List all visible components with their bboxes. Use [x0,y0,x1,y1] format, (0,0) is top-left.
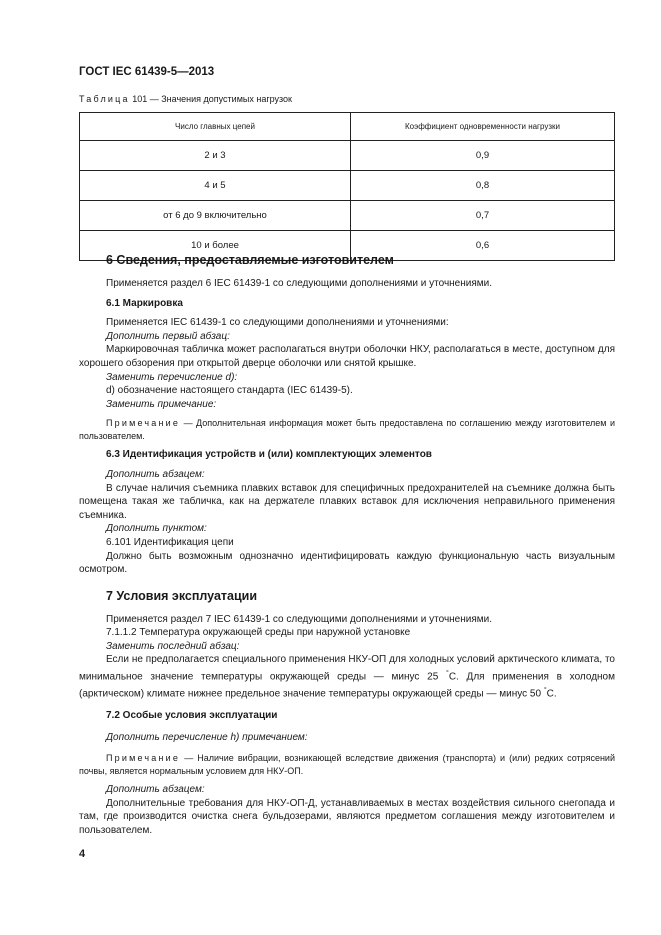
document-header: ГОСТ IEC 61439-5—2013 [79,66,215,78]
paragraph: Применяется раздел 6 IEC 61439-1 со следующими дополнениями и уточнениями. [106,278,493,289]
table-cell: 0,6 [351,231,615,261]
paragraph: Применяется IEC 61439-1 со следующими дополнениями и уточнениями: [106,317,449,329]
degree-sign: ° [543,686,547,694]
paragraph: Маркировочная табличка может располагаться внутри оболочки НКУ, располагаться в месте, доступном для хорошего обзорения при открытой дверце оболочки или снятой крышке. [79,344,615,369]
table-row [80,201,615,231]
subsection-6-3-title: 6.3 Идентификация устройств и (или) комплектующих элементов [106,449,432,461]
paragraph: Должно быть возможным однозначно идентифицировать каждую функциональную часть визуальным осмотром. [79,550,615,576]
note-label: Примечание [106,753,181,764]
text-run: C. Для применения в холодном (арктическом) климате нижнее предельное значение температуры окружающей среды — минус 50 [79,671,615,700]
table-cell: 0,7 [351,201,615,231]
paragraph: Дополнительные требования для НКУ-ОП-Д, устанавливаемых в местах воздействия сильного снегопада и там, где производится очистка снега бульдозерами, являются предметом соглашения между изготовителем и пользователем. [79,797,615,836]
table-cell: 10 и более [80,231,351,261]
page-number: 4 [79,848,86,860]
table-cell: 4 и 5 [80,171,351,201]
subsection-7-2-title: 7.2 Особые условия эксплуатации [106,709,278,721]
document-body [79,251,615,837]
text-run: Если не предполагается специального применения НКУ-ОП для холодных условий арктического климата, то минимальное значение температуры окружающей среды — минус 25 [79,654,615,683]
note-label: Примечание [106,418,181,429]
paragraph: d) обозначение настоящего стандарта (IEC 61439-5). [106,385,353,397]
table-cell: 2 и 3 [80,141,351,171]
table-row [80,171,615,201]
paragraph: Применяется раздел 7 IEC 61439-1 со следующими дополнениями и уточнениями. [106,613,493,625]
instruction: Дополнить перечисление h) примечанием: [106,731,308,743]
table-caption [79,94,292,104]
subsection-6-1-title: 6.1 Маркировка [106,297,183,309]
paragraph: В случае наличия съемника плавких вставок для специфичных предохранителей на съемнике должна быть помещена такая же табличка, как на держателе плавких вставок для исключения неправильного применения съемника. [79,482,615,521]
paragraph: 6.101 Идентификация цепи [106,536,234,548]
instruction: Заменить последний абзац: [106,640,240,652]
table-row [80,141,615,171]
table-header-row [80,113,615,141]
note-text: — Дополнительная информация может быть предоставлена по соглашению между изготовителем и пользователем. [79,418,615,441]
table-cell: 0,9 [351,141,615,171]
column-header-coefficient: Коэффициент одновременности нагрузки [351,113,615,141]
instruction: Дополнить абзацем: [106,468,205,480]
text-run: C. [546,688,557,700]
table-cell: 0,8 [351,171,615,201]
load-values-table [79,112,615,261]
instruction: Дополнить пунктом: [106,523,207,535]
note-text: — Наличие вибрации, возникающей вследствие движения (транспорта) и (или) редких сотрясений почвы, является нормальным условием для НКУ-ОП. [79,753,615,776]
instruction: Дополнить абзацем: [106,784,205,796]
note [79,417,615,442]
section-6-title: 6 Сведения, предоставляемые изготовителем [106,253,394,267]
instruction: Заменить примечание: [106,398,217,410]
section-7-title: 7 Условия эксплуатации [106,588,258,603]
table-cell: от 6 до 9 включительно [80,201,351,231]
paragraph [79,653,615,700]
table-caption-text: 101 — Значения допустимых нагрузок [132,94,292,104]
column-header-circuits: Число главных цепей [80,113,351,141]
table-caption-label: Таблица [79,94,130,104]
instruction: Заменить перечисление d): [106,371,238,383]
instruction: Дополнить первый абзац: [106,330,230,342]
paragraph: 7.1.1.2 Температура окружающей среды при наружной установке [106,627,411,639]
degree-sign: ° [446,670,449,678]
note [79,752,615,777]
